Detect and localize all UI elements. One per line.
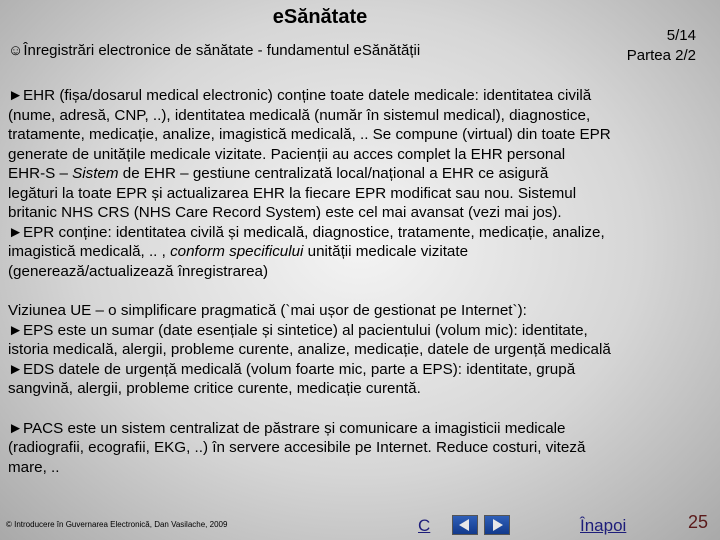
italic-text: Sistem [72, 165, 119, 182]
part-label: Partea 2/2 [626, 47, 696, 64]
text-line: ►EDS datele de urgență medicală (volum foarte mic, parte a EPS): identitate, grupă [8, 360, 576, 378]
page-indicator [627, 26, 696, 66]
text-segment: EHR-S – [8, 165, 73, 182]
slide-subtitle: ☺Înregistrări electronice de sănătate - fundamentul eSănătății [8, 42, 421, 59]
next-slide-button[interactable] [484, 515, 510, 535]
text-line: ►EPS este un sumar (date esențiale și sintetice) al pacientului (volum mic): identitate, [8, 321, 588, 339]
text-line: Viziunea UE – o simplificare pragmatică (`mai ușor de gestionat pe Internet`): [8, 302, 527, 319]
paragraph-gap [8, 281, 713, 301]
slide-body [8, 86, 713, 477]
text-line: tratamente, medicație, analize, imagistică medicală, .. Se compune (virtual) din toate EPR [8, 126, 611, 143]
copyright-credit: © Introducere în Guvernarea Electronică, Dan Vasilache, 2009 [6, 520, 228, 529]
text-line: ►EPR conține: identitatea civilă și medicală, diagnostice, tratamente, medicație, analize, [8, 223, 605, 241]
text-line: ►PACS este un sistem centralizat de păstrare și comunicare a imagisticii medicale [8, 419, 566, 437]
slide-number: 25 [688, 512, 709, 532]
text-segment: unității medicale vizitate [303, 243, 469, 260]
text-line: legături la toate EPR și actualizarea EHR la fiecare EPR modificat sau nou. Sistemul [8, 184, 577, 202]
triangle-left-icon [459, 519, 469, 531]
text-line: (nume, adresă, CNP, ..), identitatea medicală (număr în sistemul medical), diagnostice, [8, 106, 591, 124]
text-line: sangvină, alergii, probleme critice curente, medicație curentă. [8, 380, 421, 397]
text-line: ►EHR (fișa/dosarul medical electronic) conține toate datele medicale: identitatea civilă [8, 87, 592, 104]
page-fraction: 5/14 [666, 27, 696, 44]
text-line [8, 242, 713, 262]
text-line: istoria medicală, alergii, probleme curente, analize, medicație, datele de urgență medicală [8, 341, 611, 358]
previous-slide-button[interactable] [452, 515, 478, 535]
slide-footer [0, 510, 720, 540]
text-line: mare, .. [8, 458, 60, 476]
text-line [8, 164, 713, 184]
contents-link[interactable]: C [418, 516, 431, 535]
triangle-right-icon [493, 519, 503, 531]
slide-title: eSănătate [272, 6, 368, 28]
text-line: (radiografii, ecografii, EKG, ..) în servere accesibile pe Internet. Reduce costuri, viteză [8, 439, 586, 456]
text-line: britanic NHS CRS (NHS Care Record System) este cel mai avansat (vezi mai jos). [8, 204, 562, 221]
text-line: (generează/actualizează înregistrarea) [8, 262, 269, 280]
text-segment: imagistică medicală, .. , [8, 243, 171, 260]
text-segment: de EHR – gestiune centralizată local/național a EHR ce asigură [118, 165, 549, 182]
back-link[interactable]: Înapoi [580, 516, 627, 535]
italic-text: conform specificului [170, 243, 304, 260]
paragraph-gap [8, 399, 713, 419]
text-line: generate de unitățile medicale vizitate. Pacienții au acces complet la EHR personal [8, 145, 566, 163]
